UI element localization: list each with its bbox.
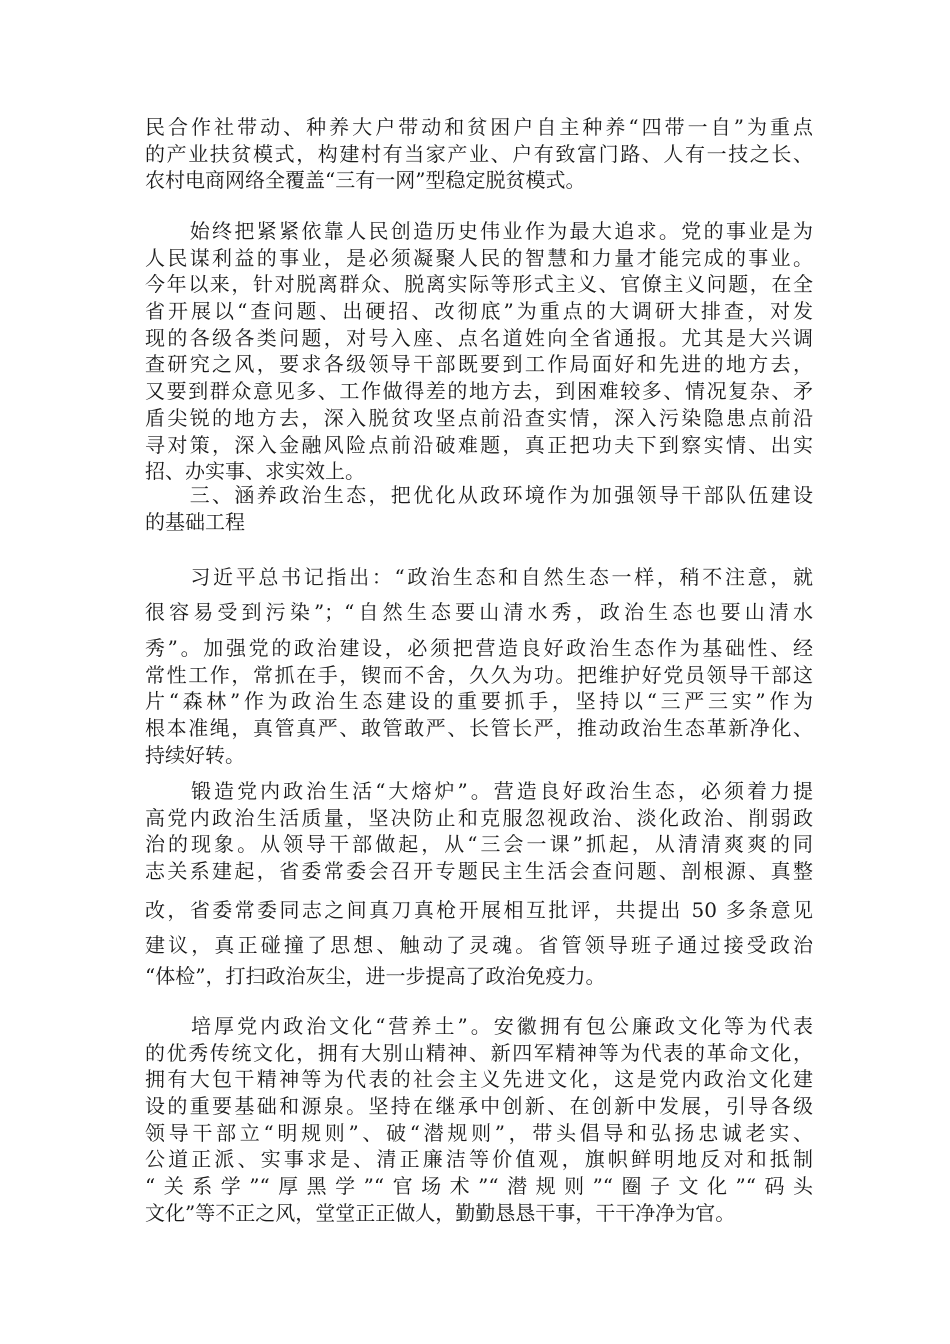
- text-line: 农村电商网络全覆盖“三有一网”型稳定脱贫模式。: [145, 168, 586, 193]
- text-line: 又要到群众意见多、工作做得差的地方去，到困难较多、情况复杂、矛: [145, 379, 813, 404]
- text-line: 的优秀传统文化，拥有大别山精神、新四军精神等为代表的革命文化，: [145, 1040, 813, 1065]
- text-line: 省开展以“查问题、出硬招、改彻底”为重点的大调研大排查，对发: [145, 299, 813, 324]
- text-line: 始终把紧紧依靠人民创造历史伟业作为最大追求。党的事业是为: [145, 219, 813, 243]
- text-line: 三、涵养政治生态，把优化从政环境作为加强领导干部队伍建设: [145, 483, 813, 507]
- text-line: 文化”等不正之风，堂堂正正做人，勤勤恳恳干事，干干净净为官。: [145, 1200, 736, 1225]
- paragraph-people-first: [145, 218, 813, 485]
- text-line: 设的重要基础和源泉。坚持在继承中创新、在创新中发展，引导各级: [145, 1094, 813, 1119]
- paragraph-ecology: [145, 635, 813, 768]
- text-line: 片“森林”作为政治生态建设的重要抓手，坚持以“三严三实”作为: [145, 689, 813, 714]
- text-line: 锻造党内政治生活“大熔炉”。营造良好政治生态，必须着力提: [145, 779, 813, 803]
- text-line: 公道正派、实事求是、清正廉洁等价值观，旗帜鲜明地反对和抵制: [145, 1147, 813, 1172]
- text-line: 领导干部立“明规则”、破“潜规则”，带头倡导和弘扬忠诚老实、: [145, 1120, 813, 1145]
- text-line: 改，省委常委同志之间真刀真枪开展相互批评，共提出 50 多条意见: [145, 898, 813, 922]
- paragraph-furnace-cont: [145, 893, 813, 963]
- text-line: 高党内政治生活质量，坚决防止和克服忽视政治、淡化政治、削弱政: [145, 805, 813, 830]
- text-line: 拥有大包干精神等为代表的社会主义先进文化，这是党内政治文化建: [145, 1067, 813, 1092]
- paragraph-quote: [145, 560, 813, 630]
- text-line: 习近平总书记指出：“政治生态和自然生态一样，稍不注意，就: [145, 565, 813, 589]
- text-line: 很容易受到污染”；“自然生态要山清水秀，政治生态也要山清水: [145, 600, 813, 624]
- text-line: 秀”。加强党的政治建设，必须把营造良好政治生态作为基础性、经: [145, 636, 813, 660]
- text-line: 查研究之风，要求各级领导干部既要到工作局面好和先进的地方去，: [145, 352, 813, 377]
- paragraph-furnace-end: [145, 963, 813, 990]
- text-line: “关系学”“厚黑学”“官场术”“潜规则”“圈子文化”“码头: [145, 1174, 813, 1199]
- text-line: 的产业扶贫模式，构建村有当家产业、户有致富门路、人有一技之长、: [145, 141, 813, 166]
- text-line: 寻对策，深入金融风险点前沿破难题，真正把功夫下到察实情、出实: [145, 432, 813, 457]
- text-line: 志关系建起，省委常委会召开专题民主生活会查问题、剖根源、真整: [145, 859, 813, 884]
- text-line: 盾尖锐的地方去，深入脱贫攻坚点前沿查实情，深入污染隐患点前沿: [145, 405, 813, 430]
- text-line: 的基础工程: [145, 509, 245, 534]
- text-line: “体检”，打扫政治灰尘，进一步提高了政治免疫力。: [145, 964, 606, 988]
- text-line: 持续好转。: [145, 742, 245, 767]
- paragraph-culture: [145, 1013, 813, 1227]
- text-line: 民合作社带动、种养大户带动和贫困户自主种养“四带一自”为重点: [145, 115, 813, 139]
- text-line: 治的现象。从领导干部做起，从“三会一课”抓起，从清清爽爽的同: [145, 832, 813, 857]
- text-line: 现的各级各类问题，对号入座、点名道姓向全省通报。尤其是大兴调: [145, 325, 813, 350]
- text-line: 常性工作，常抓在手，锲而不舍，久久为功。把维护好党员领导干部这: [145, 662, 813, 687]
- text-line: 建议，真正碰撞了思想、触动了灵魂。省管领导班子通过接受政治: [145, 933, 813, 957]
- text-line: 培厚党内政治文化“营养土”。安徽拥有包公廉政文化等为代表: [145, 1014, 813, 1038]
- paragraph-intro: [145, 114, 813, 194]
- section-heading: [145, 482, 813, 535]
- text-line: 根本准绳，真管真严、敢管敢严、长管长严，推动政治生态革新净化、: [145, 716, 813, 741]
- text-line: 招、办实事、求实效上。: [145, 459, 365, 484]
- text-line: 人民谋利益的事业，是必须凝聚人民的智慧和力量才能完成的事业。: [145, 245, 813, 270]
- paragraph-furnace: [145, 778, 813, 885]
- text-line: 今年以来，针对脱离群众、脱离实际等形式主义、官僚主义问题，在全: [145, 272, 813, 297]
